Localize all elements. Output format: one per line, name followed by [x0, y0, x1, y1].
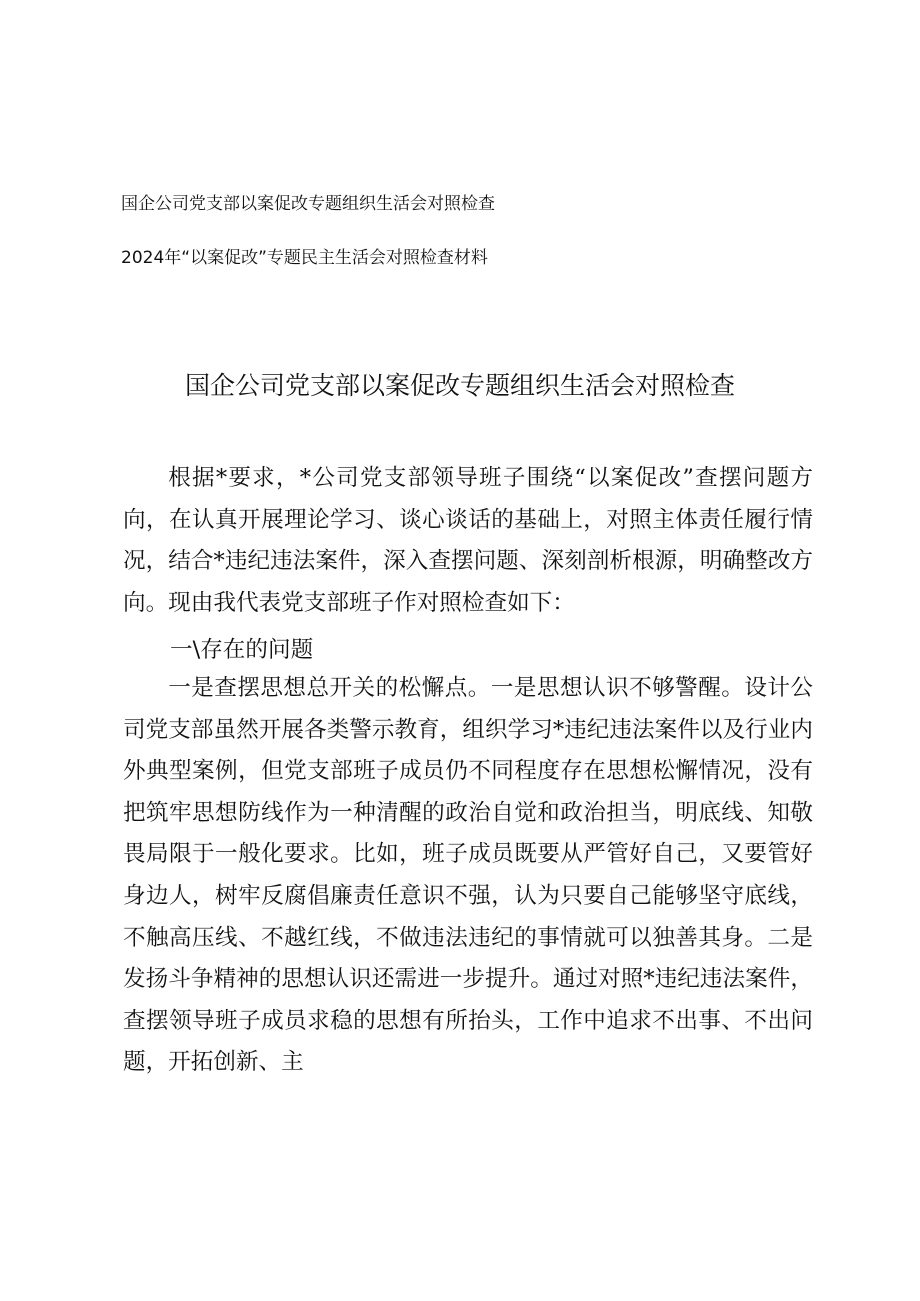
section-heading-problems: 一\存在的问题	[170, 637, 314, 663]
toc-line-1: 国企公司党支部以案促改专题组织生活会对照检查	[121, 194, 495, 214]
document-title: 国企公司党支部以案促改专题组织生活会对照检查	[184, 371, 735, 400]
toc-line-2: 2024年“以案促改”专题民主生活会对照检查材料	[121, 248, 488, 268]
section-1-paragraph: 一是查摆思想总开关的松懈点。一是思想认识不够警醒。设计公司党支部虽然开展各类警示教育，组织学习*违纪违法案件以及行业内外典型案例，但党支部班子成员仍不同程度存在思想松懈情况，没有把筑牢思想防线作为一种清醒的政治自觉和政治担当，明底线、知敬畏局限于一般化要求。比如，班子成员既要从严管好自己，又要管好身边人，树牢反腐倡廉责任意识不强，认为只要自己能够坚守底线，不触高压线、不越红线，不做违法违纪的事情就可以独善其身。二是发扬斗争精神的思想认识还需进一步提升。通过对照*违纪违法案件，查摆领导班子成员求稳的思想有所抬头，工作中追求不出事、不出问题，开拓创新、主	[123, 675, 813, 1076]
intro-paragraph: 根据*要求，*公司党支部领导班子围绕“以案促改”查摆问题方向，在认真开展理论学习、谈心谈话的基础上，对照主体责任履行情况，结合*违纪违法案件，深入查摆问题、深刻剖析根源，明确整改方向。现由我代表党支部班子作对照检查如下：	[123, 465, 813, 616]
